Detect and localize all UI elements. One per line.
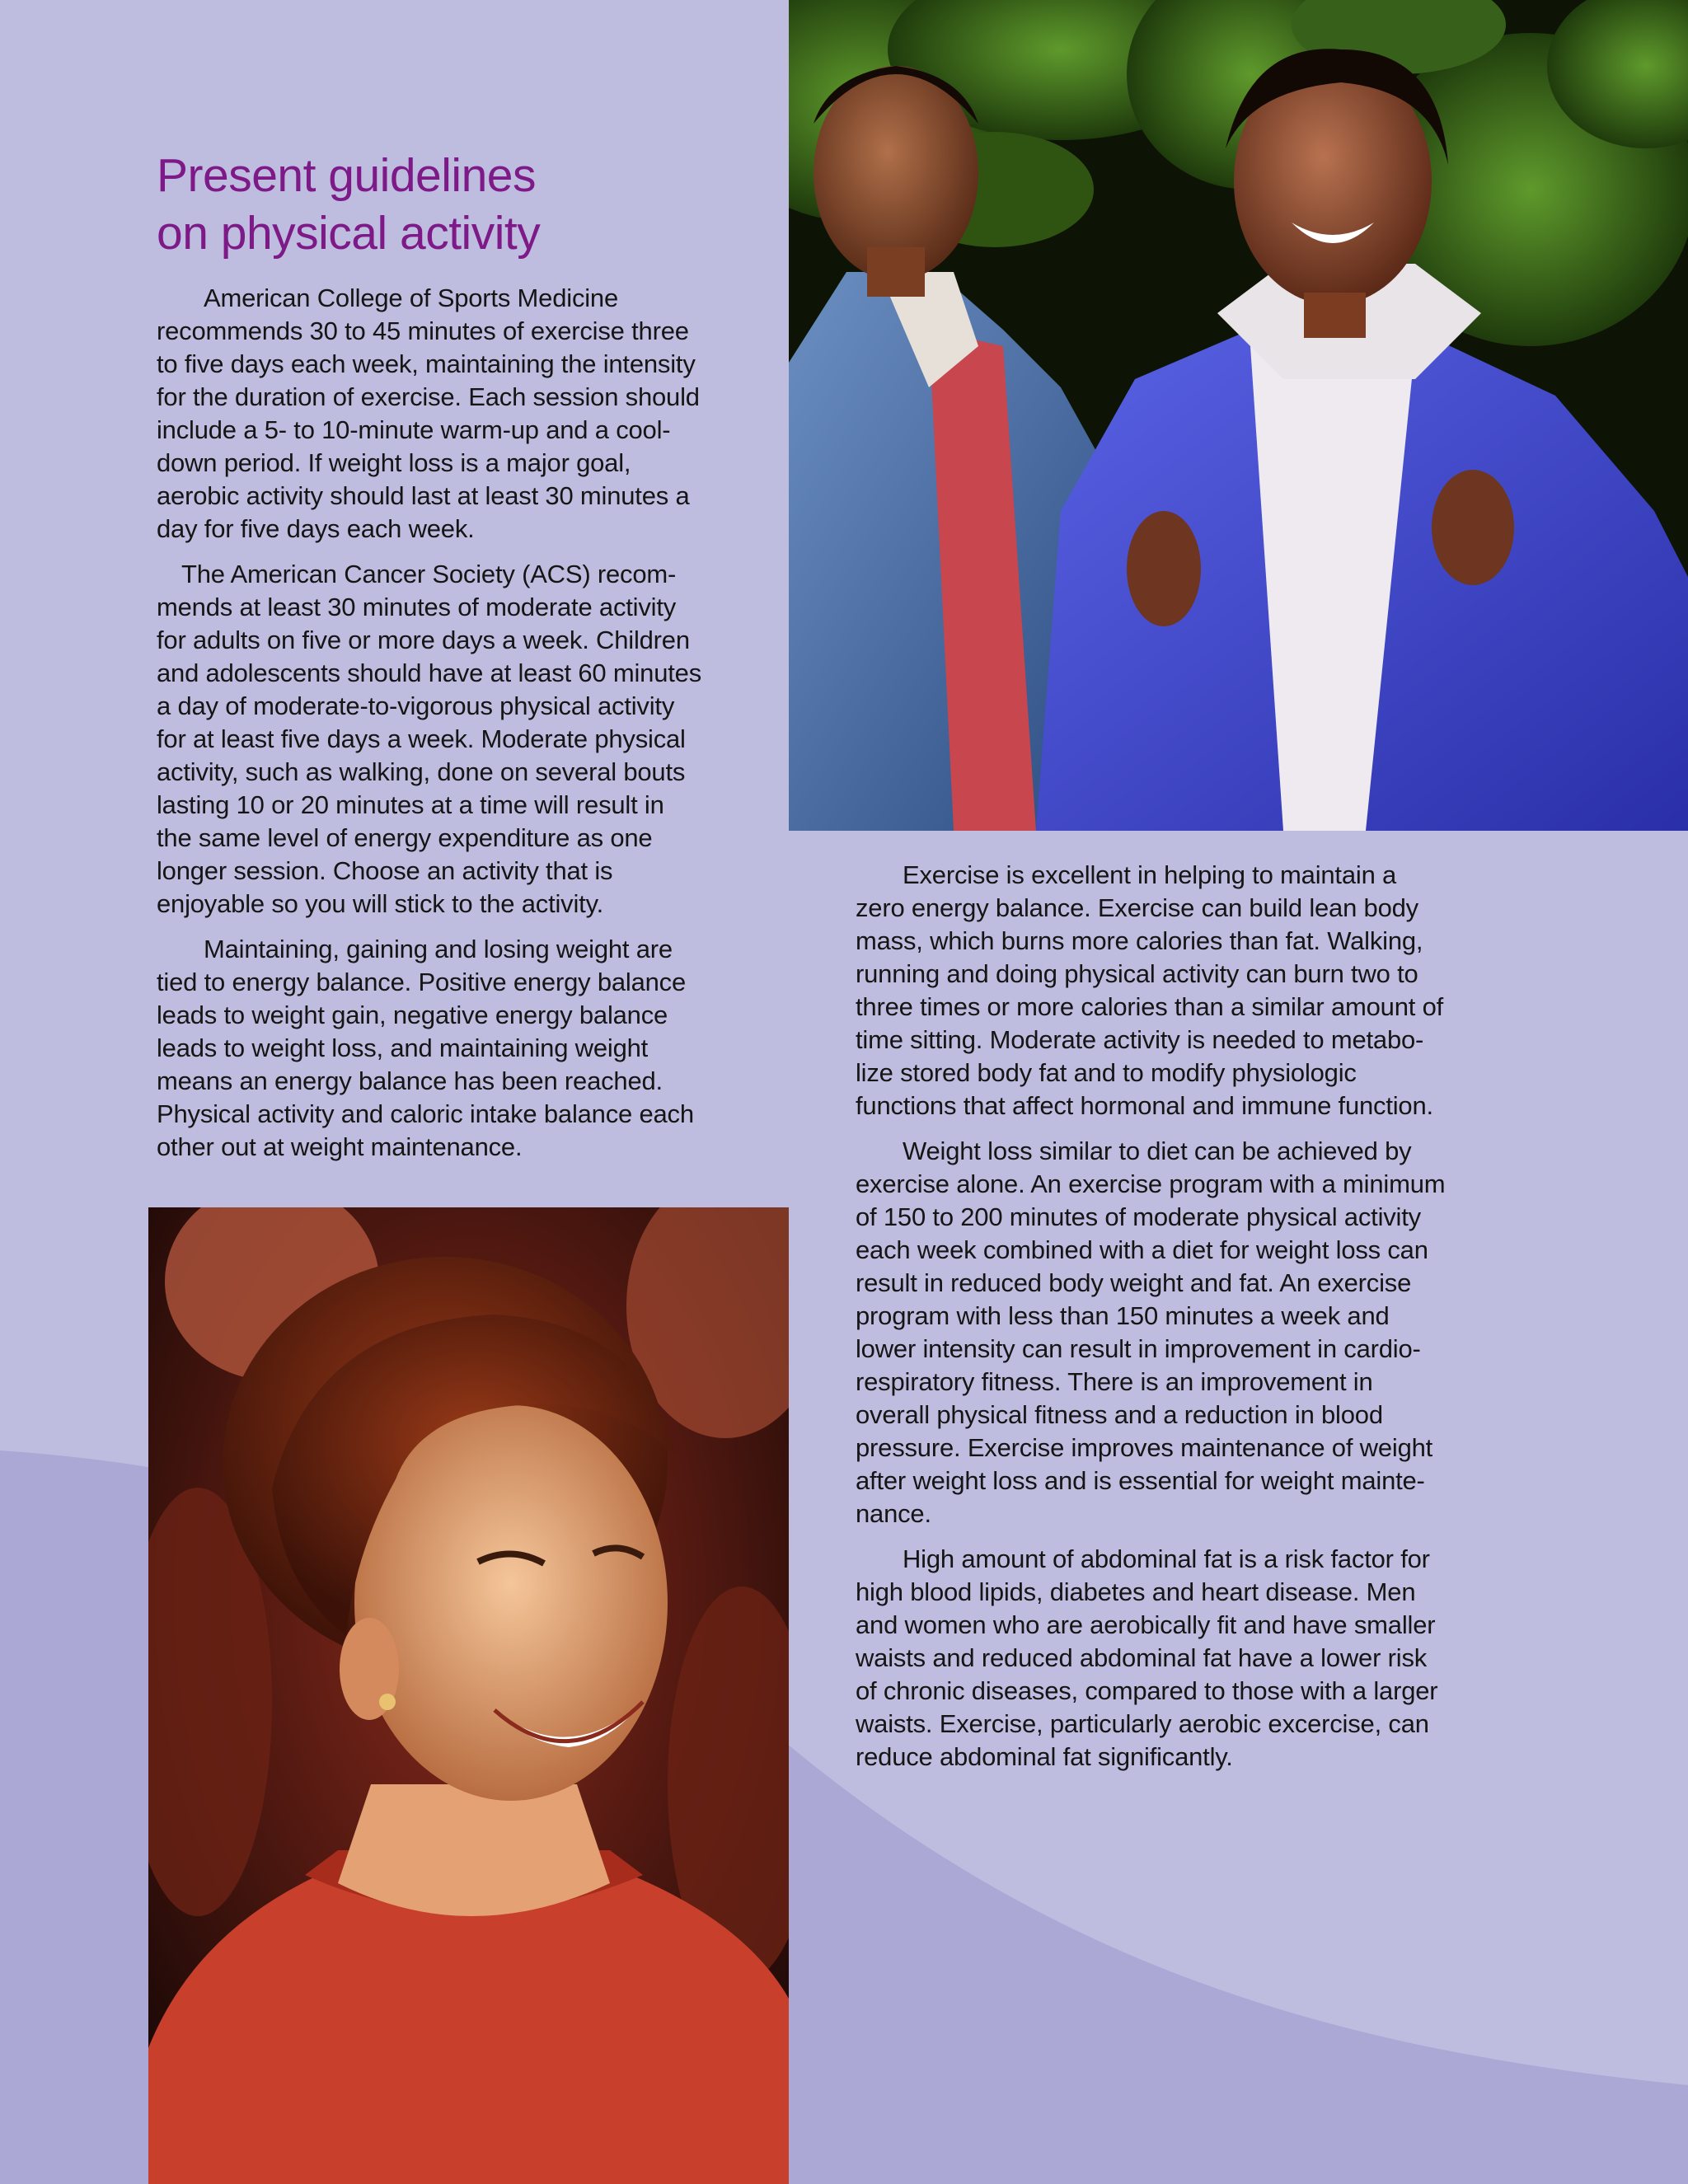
- title-line-1: Present guidelines: [157, 149, 536, 202]
- text-line: of 150 to 200 minutes of moderate physical activity: [856, 1202, 1421, 1231]
- text-line: other out at weight maintenance.: [157, 1132, 523, 1161]
- text-line: nance.: [856, 1499, 931, 1528]
- text-line: pressure. Exercise improves maintenance of weight: [856, 1433, 1433, 1462]
- text-line: tied to energy balance. Positive energy balance: [157, 968, 687, 996]
- text-line: waists. Exercise, particularly aerobic excercise, can: [856, 1709, 1429, 1738]
- text-line: leads to weight loss, and maintaining weight: [157, 1033, 649, 1062]
- text-line: exercise alone. An exercise program with a minimum: [856, 1169, 1446, 1198]
- text-line: Weight loss similar to diet can be achieved by: [903, 1137, 1412, 1165]
- text-line: waists and reduced abdominal fat have a lower risk: [856, 1643, 1428, 1672]
- text-line: time sitting. Moderate activity is needed to metabo-: [856, 1025, 1424, 1054]
- left-text-column: [157, 282, 750, 1176]
- text-line: and adolescents should have at least 60 minutes: [157, 658, 701, 687]
- text-line: American College of Sports Medicine: [204, 284, 619, 312]
- text-line: each week combined with a diet for weight loss can: [856, 1235, 1428, 1264]
- text-line: respiratory fitness. There is an improvement in: [856, 1367, 1373, 1396]
- title-line-2: on physical activity: [157, 207, 541, 260]
- text-line: result in reduced body weight and fat. An exercise: [856, 1268, 1412, 1297]
- text-line: The American Cancer Society (ACS) recom-: [181, 560, 677, 588]
- text-line: Maintaining, gaining and losing weight are: [204, 935, 673, 963]
- page-title: [157, 147, 783, 262]
- right-text-column: [856, 859, 1498, 1786]
- paragraph-acsm: [157, 282, 750, 546]
- text-line: down period. If weight loss is a major goal,: [157, 448, 631, 477]
- couple-walking-photo: [789, 0, 1688, 831]
- text-line: a day of moderate-to-vigorous physical activity: [157, 691, 675, 720]
- text-line: three times or more calories than a similar amount of: [856, 992, 1444, 1021]
- text-line: means an energy balance has been reached.: [157, 1066, 663, 1095]
- paragraph-abdominal-fat: [856, 1543, 1498, 1774]
- text-line: Exercise is excellent in helping to maintain a: [903, 860, 1397, 889]
- paragraph-zero-balance: [856, 859, 1498, 1122]
- text-line: after weight loss and is essential for weight mainte-: [856, 1466, 1425, 1495]
- text-line: running and doing physical activity can burn two to: [856, 959, 1418, 988]
- smiling-woman-photo: [148, 1207, 789, 2184]
- text-line: lasting 10 or 20 minutes at a time will result in: [157, 790, 664, 819]
- text-line: functions that affect hormonal and immune function.: [856, 1091, 1433, 1120]
- text-line: reduce abdominal fat significantly.: [856, 1742, 1233, 1771]
- text-line: activity, such as walking, done on several bouts: [157, 757, 686, 786]
- text-line: recommends 30 to 45 minutes of exercise three: [157, 316, 689, 345]
- text-line: high blood lipids, diabetes and heart disease. Men: [856, 1577, 1416, 1606]
- text-line: for the duration of exercise. Each session should: [157, 382, 700, 411]
- text-line: overall physical fitness and a reduction in blood: [856, 1400, 1383, 1429]
- text-line: lize stored body fat and to modify physiologic: [856, 1058, 1357, 1087]
- text-line: mends at least 30 minutes of moderate activity: [157, 593, 677, 621]
- text-line: longer session. Choose an activity that is: [157, 856, 613, 885]
- text-line: leads to weight gain, negative energy balance: [157, 1001, 668, 1029]
- paragraph-acs: [157, 558, 750, 921]
- text-line: program with less than 150 minutes a week and: [856, 1301, 1390, 1330]
- text-line: the same level of energy expenditure as one: [157, 823, 653, 852]
- text-line: of chronic diseases, compared to those with a larger: [856, 1676, 1438, 1705]
- text-line: Physical activity and caloric intake balance each: [157, 1099, 694, 1128]
- text-line: include a 5- to 10-minute warm-up and a cool-: [157, 415, 671, 444]
- text-line: day for five days each week.: [157, 514, 475, 543]
- text-line: zero energy balance. Exercise can build lean body: [856, 893, 1418, 922]
- text-line: and women who are aerobically fit and have smaller: [856, 1610, 1436, 1639]
- text-line: for at least five days a week. Moderate physical: [157, 724, 686, 753]
- text-line: aerobic activity should last at least 30 minutes a: [157, 481, 690, 510]
- paragraph-energy-balance: [157, 933, 750, 1164]
- text-line: enjoyable so you will stick to the activity.: [157, 889, 603, 918]
- text-line: mass, which burns more calories than fat. Walking,: [856, 926, 1423, 955]
- text-line: to five days each week, maintaining the intensity: [157, 349, 696, 378]
- text-line: for adults on five or more days a week. Children: [157, 626, 690, 654]
- text-line: High amount of abdominal fat is a risk factor for: [903, 1544, 1430, 1573]
- paragraph-weight-loss: [856, 1135, 1498, 1530]
- text-line: lower intensity can result in improvement in cardio-: [856, 1334, 1421, 1363]
